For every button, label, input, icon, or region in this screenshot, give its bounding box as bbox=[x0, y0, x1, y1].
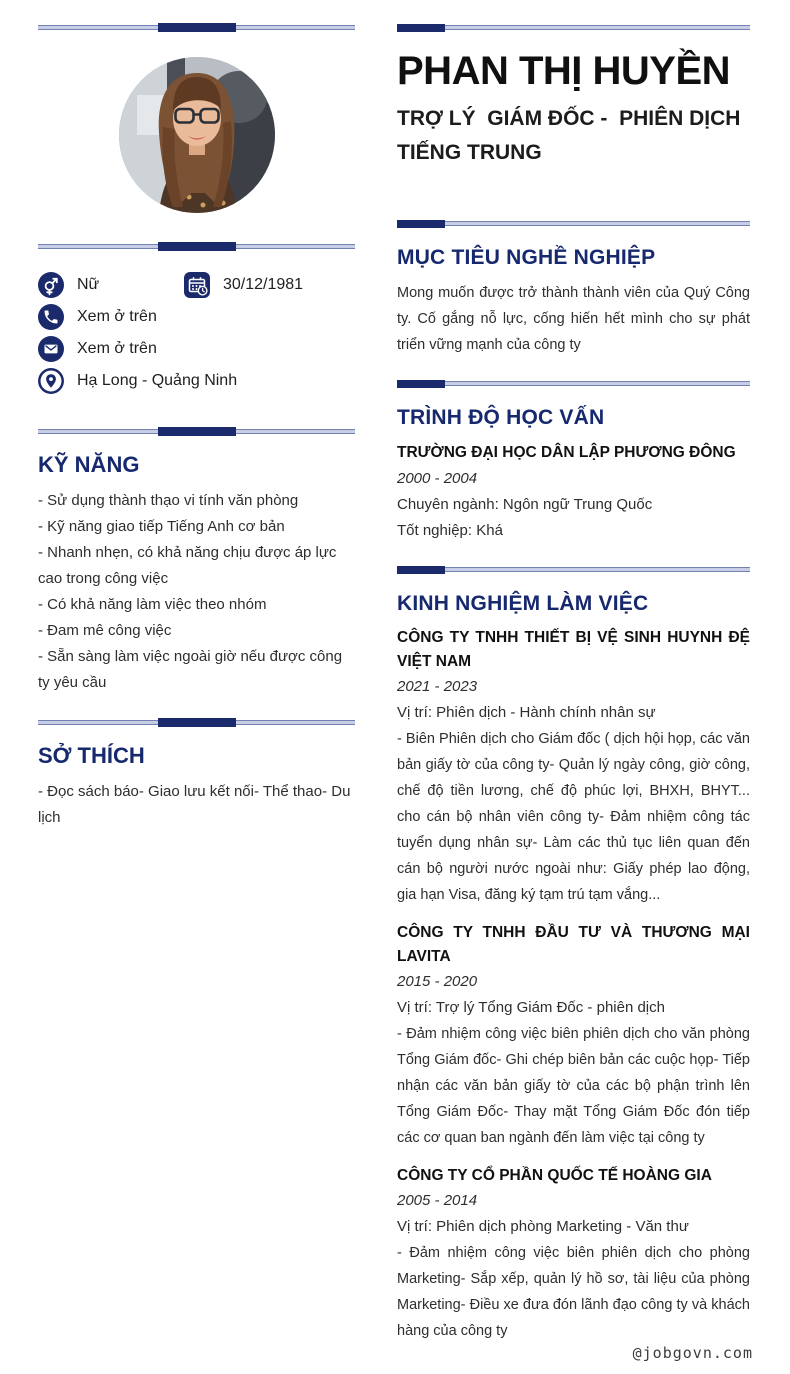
job-position: Vị trí: Phiên dịch phòng Marketing - Văn thư bbox=[397, 1218, 689, 1235]
hobbies-heading: SỞ THÍCH bbox=[38, 743, 145, 768]
job-company: CÔNG TY CỔ PHẦN QUỐC TẾ HOÀNG GIA bbox=[397, 1167, 712, 1184]
contact-row bbox=[38, 301, 355, 333]
skill-item: - Sẵn sàng làm việc ngoài giờ nếu được công ty yêu cầu bbox=[38, 648, 343, 691]
phone-value: Xem ở trên bbox=[77, 308, 157, 325]
skill-item: - Nhanh nhẹn, có khả năng chịu được áp lực cao trong công việc bbox=[38, 544, 337, 587]
candidate-title-line: TRỢ LÝ GIÁM ĐỐC - PHIÊN DỊCH bbox=[397, 107, 741, 130]
left-column bbox=[38, 0, 355, 831]
contact-row bbox=[38, 365, 355, 397]
skill-item: - Kỹ năng giao tiếp Tiếng Anh cơ bản bbox=[38, 518, 285, 535]
email-value: Xem ở trên bbox=[77, 340, 157, 357]
hobbies-text: - Đọc sách báo- Giao lưu kết nối- Thể thao- Du lịch bbox=[38, 783, 351, 826]
calendar-icon bbox=[184, 272, 210, 298]
watermark: @jobgovn.com bbox=[632, 1344, 753, 1362]
objective-section bbox=[397, 246, 750, 358]
job-position: Vị trí: Phiên dịch - Hành chính nhân sự bbox=[397, 704, 656, 721]
profile-photo bbox=[119, 57, 275, 213]
job-description: - Biên Phiên dịch cho Giám đốc ( dịch hội họp, các văn bản giấy tờ của công ty- Quản lý ngày công, giờ công, chế độ tiền lương, chế độ phúc lợi, BHXH, BHYT... cho cán bộ nhân viên công ty- Đảm nhiệm công tác tuyển dụng nhân sự- Làm các thủ tục liên quan đến cán bộ người nước ngoài như: Giấy phép lao động, gia hạn Visa, đăng ký tạm trú tạm vắng... bbox=[397, 731, 750, 903]
gender-icon bbox=[38, 272, 64, 298]
section-divider bbox=[38, 23, 355, 32]
education-major: Chuyên ngành: Ngôn ngữ Trung Quốc bbox=[397, 496, 653, 513]
objective-heading: MỤC TIÊU NGHỀ NGHIỆP bbox=[397, 246, 656, 269]
section-divider bbox=[38, 242, 355, 251]
education-section bbox=[397, 406, 750, 544]
contact-row bbox=[38, 333, 355, 365]
candidate-title-line: TIẾNG TRUNG bbox=[397, 141, 542, 164]
gender-value: Nữ bbox=[77, 276, 100, 293]
skill-item: - Có khả năng làm việc theo nhóm bbox=[38, 596, 267, 613]
experience-job bbox=[397, 1164, 750, 1344]
skill-item: - Đam mê công việc bbox=[38, 622, 172, 639]
location-pin-icon bbox=[38, 368, 64, 394]
section-divider bbox=[397, 219, 750, 228]
experience-job bbox=[397, 626, 750, 908]
contact-row bbox=[38, 269, 355, 301]
job-company: CÔNG TY TNHH ĐẦU TƯ VÀ THƯƠNG MẠI LAVITA bbox=[397, 924, 750, 965]
job-period: 2005 - 2014 bbox=[397, 1192, 478, 1209]
section-divider bbox=[38, 718, 355, 727]
right-column bbox=[397, 0, 750, 1344]
experience-section bbox=[397, 592, 750, 1344]
candidate-title bbox=[397, 102, 750, 170]
section-divider bbox=[397, 379, 750, 388]
experience-job bbox=[397, 921, 750, 1151]
experience-heading: KINH NGHIỆM LÀM VIỆC bbox=[397, 592, 649, 615]
section-divider bbox=[38, 427, 355, 436]
job-period: 2015 - 2020 bbox=[397, 973, 478, 990]
education-school: TRƯỜNG ĐẠI HỌC DÂN LẬP PHƯƠNG ĐÔNG bbox=[397, 444, 736, 461]
contact-info bbox=[38, 269, 355, 397]
education-period: 2000 - 2004 bbox=[397, 470, 478, 487]
address-value: Hạ Long - Quảng Ninh bbox=[77, 372, 238, 389]
skills-list bbox=[38, 488, 355, 696]
job-company: CÔNG TY TNHH THIẾT BỊ VỆ SINH HUYNH ĐỆ VIỆT NAM bbox=[397, 629, 750, 670]
phone-icon bbox=[38, 304, 64, 330]
job-position: Vị trí: Trợ lý Tổng Giám Đốc - phiên dịch bbox=[397, 999, 665, 1016]
skill-item: - Sử dụng thành thạo vi tính văn phòng bbox=[38, 492, 299, 509]
birthday-value: 30/12/1981 bbox=[223, 276, 304, 293]
job-description: - Đảm nhiệm công việc biên phiên dịch cho văn phòng Tổng Giám đốc- Ghi chép biên bản các cuộc họp- Tiếp nhận các văn bản giấy tờ của các bộ phận trình lên Tổng Giám Đốc- Thay mặt Tổng Giám Đốc đón tiếp các cơ quan ban ngành đến làm việc tại công ty bbox=[397, 1026, 750, 1146]
education-heading: TRÌNH ĐỘ HỌC VẤN bbox=[397, 406, 605, 429]
section-divider bbox=[397, 565, 750, 574]
section-divider bbox=[397, 23, 750, 32]
avatar bbox=[119, 57, 275, 213]
mail-icon bbox=[38, 336, 64, 362]
skills-heading: KỸ NĂNG bbox=[38, 452, 140, 477]
job-period: 2021 - 2023 bbox=[397, 678, 478, 695]
objective-text: Mong muốn được trở thành thành viên của Quý Công ty. Cố gắng nỗ lực, cống hiến hết mình cho sự phát triển vững mạnh của công ty bbox=[397, 285, 750, 353]
education-grade: Tốt nghiệp: Khá bbox=[397, 522, 503, 539]
job-description: - Đảm nhiệm công việc biên phiên dịch cho phòng Marketing- Sắp xếp, quản lý hồ sơ, tài liệu của phòng Marketing- Điều xe đưa đón lãnh đạo công ty và khách hàng của công ty bbox=[397, 1245, 750, 1339]
candidate-name: PHAN THỊ HUYỀN bbox=[397, 49, 731, 93]
